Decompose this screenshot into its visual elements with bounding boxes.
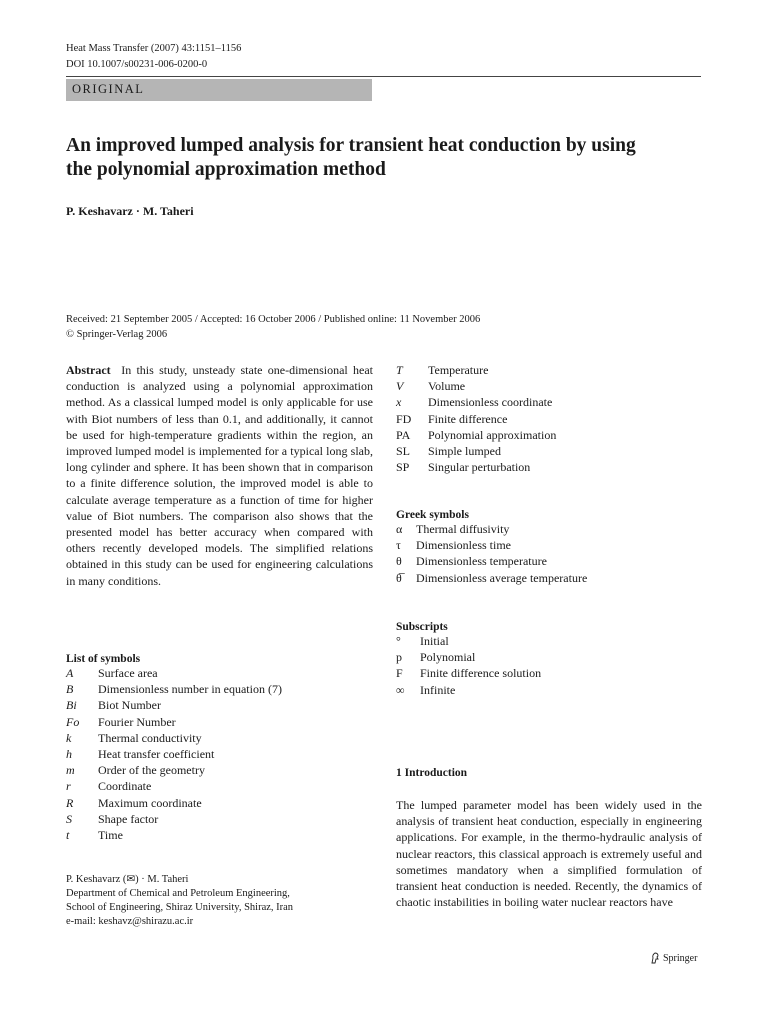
subscripts	[396, 621, 706, 698]
symbol-row	[396, 362, 706, 378]
greek-symbols	[396, 509, 706, 586]
abstract	[66, 362, 373, 589]
symbol-description: Singular perturbation	[428, 460, 531, 475]
symbol-row	[66, 665, 376, 681]
symbol-description: Shape factor	[98, 811, 159, 826]
symbol-description: Thermal diffusivity	[416, 522, 510, 536]
symbol: r	[66, 779, 71, 794]
subscripts-heading: Subscripts	[396, 621, 448, 633]
journal-reference: Heat Mass Transfer (2007) 43:1151–1156	[66, 43, 242, 54]
symbol-list	[66, 653, 376, 843]
symbol-row	[66, 762, 376, 778]
symbol-description: Infinite	[420, 682, 456, 697]
article-title: An improved lumped analysis for transient heat conduction by using the polynomial approximation method	[66, 135, 636, 180]
symbol-row	[66, 714, 376, 730]
symbol-description: Fourier Number	[98, 714, 176, 729]
subscripts-items	[396, 633, 706, 698]
symbol-row	[396, 682, 706, 698]
symbol-description: Biot Number	[98, 698, 161, 713]
symbol: h	[66, 747, 72, 762]
symbol-description: Polynomial approximation	[428, 427, 557, 442]
symbol-row	[396, 665, 706, 681]
corresponding-authors: P. Keshavarz (✉) · M. Taheri	[66, 874, 189, 885]
symbol-row	[396, 459, 706, 475]
email: e-mail: keshavz@shirazu.ac.ir	[66, 916, 194, 927]
symbol-description: Heat transfer coefficient	[98, 747, 215, 762]
abstract-text: In this study, unsteady state one-dimensional heat conduction is analyzed using a polynomial approximation method. As a classical lumped model is only applicable for use with Biot numbers of less than 0.1, and additionally, it cannot be used for high-temperature gradients within the region, an improved lumped model is implemented for a typical long slab, long cylinder and sphere. It has been shown that in comparison to a finite difference solution, the improved model is able to calculate average temperature as a function of time for higher value of Biot numbers. The comparison also shows that the presented model has better accuracy when compared with others recently developed models. The simplified relations obtained in this study can be used for engineering calculations in many conditions.	[66, 363, 374, 588]
symbol: B	[66, 682, 74, 697]
symbol-row	[66, 811, 376, 827]
symbol-row	[66, 697, 376, 713]
symbol-row	[66, 746, 376, 762]
symbol: PA	[396, 427, 411, 442]
symbol: ∞	[396, 682, 405, 697]
symbol-description: Coordinate	[98, 779, 152, 794]
symbol-row	[396, 570, 706, 586]
symbol-description: Polynomial	[420, 650, 476, 665]
symbol-list-heading: List of symbols	[66, 653, 141, 665]
article-type-banner	[66, 79, 372, 101]
symbol: k	[66, 730, 72, 745]
symbol-row	[396, 633, 706, 649]
symbol-description: Volume	[428, 379, 466, 394]
symbol-description: Surface area	[98, 666, 158, 680]
symbol-description: Initial	[420, 634, 449, 648]
doi: DOI 10.1007/s00231-006-0200-0	[66, 59, 208, 70]
symbol: Bi	[66, 698, 77, 713]
symbol-row	[396, 411, 706, 427]
received-dates: Received: 21 September 2005 / Accepted: 16 October 2006 / Published online: 11 November 2006	[66, 314, 481, 325]
symbol-row	[396, 443, 706, 459]
symbol: SL	[396, 444, 411, 459]
publisher-logo	[650, 952, 697, 964]
symbol-row	[396, 427, 706, 443]
symbol-list-items	[66, 665, 376, 843]
symbol-description: Dimensionless average temperature	[416, 570, 588, 585]
symbol: F	[396, 666, 403, 681]
symbol-description: Dimensionless coordinate	[428, 395, 553, 410]
symbol: V	[396, 379, 404, 394]
symbol-list-continued	[396, 362, 706, 475]
symbol: T	[396, 363, 403, 377]
symbol: °	[396, 634, 401, 648]
symbol-description: Dimensionless time	[416, 538, 511, 553]
symbol: θ̅	[396, 570, 402, 585]
symbol-row	[396, 553, 706, 569]
greek-symbols-heading: Greek symbols	[396, 509, 469, 521]
symbol-row	[66, 730, 376, 746]
symbol-row	[66, 681, 376, 697]
symbol-description: Dimensionless temperature	[416, 554, 547, 569]
symbol-description: Maximum coordinate	[98, 795, 202, 810]
symbol-row	[66, 827, 376, 843]
symbol: τ	[396, 538, 401, 553]
symbol: t	[66, 828, 70, 843]
symbol: α	[396, 522, 403, 536]
institution: School of Engineering, Shiraz University, Shiraz, Iran	[66, 902, 294, 913]
introduction-heading: 1 Introduction	[396, 767, 468, 779]
publisher-name: Springer	[663, 952, 698, 964]
header-rule	[66, 76, 701, 77]
symbol-row	[396, 537, 706, 553]
symbol-description: Finite difference solution	[420, 666, 542, 681]
greek-symbols-items	[396, 521, 706, 586]
symbol-row	[396, 521, 706, 537]
publication-history	[66, 312, 706, 342]
authors: P. Keshavarz · M. Taheri	[66, 204, 194, 218]
journal-citation	[66, 41, 241, 73]
symbol-row	[396, 649, 706, 665]
symbol-row	[66, 795, 376, 811]
symbol: FD	[396, 411, 412, 426]
symbol: m	[66, 763, 75, 778]
article-type-label: ORIGINAL	[72, 82, 145, 96]
symbol-row	[66, 778, 376, 794]
symbol-description: Temperature	[428, 363, 489, 377]
symbol: x	[396, 395, 402, 410]
symbol-description: Time	[98, 828, 123, 843]
introduction-text: The lumped parameter model has been widely used in the analysis of transient heat conduction, especially in engineering applications. For example, in the thermo-hydraulic analysis of nuclear reactors, this classical approach is extremely useful and sometimes mandatory when a simplified formulation of transient heat conduction is needed. Recently, the dynamics of chaotic instabilities in boiling water nuclear reactors have	[396, 798, 702, 910]
symbol: R	[66, 795, 74, 810]
symbol-description: Thermal conductivity	[98, 730, 202, 745]
symbol: SP	[396, 460, 410, 475]
department: Department of Chemical and Petroleum Engineering,	[66, 888, 290, 899]
symbol-description: Finite difference	[428, 411, 508, 426]
symbol: θ	[396, 554, 402, 569]
copyright: © Springer-Verlag 2006	[66, 329, 168, 340]
symbol-row	[396, 378, 706, 394]
symbol: Fo	[66, 714, 80, 729]
symbol-row	[396, 394, 706, 410]
symbol: A	[66, 666, 74, 680]
springer-horse-icon	[650, 952, 660, 964]
abstract-label: Abstract	[66, 363, 111, 377]
symbol: p	[396, 650, 402, 665]
symbol: S	[66, 811, 72, 826]
author-affiliation	[66, 873, 366, 929]
symbol-description: Simple lumped	[428, 444, 501, 459]
symbol-description: Order of the geometry	[98, 763, 205, 778]
symbol-description: Dimensionless number in equation (7)	[98, 682, 282, 697]
